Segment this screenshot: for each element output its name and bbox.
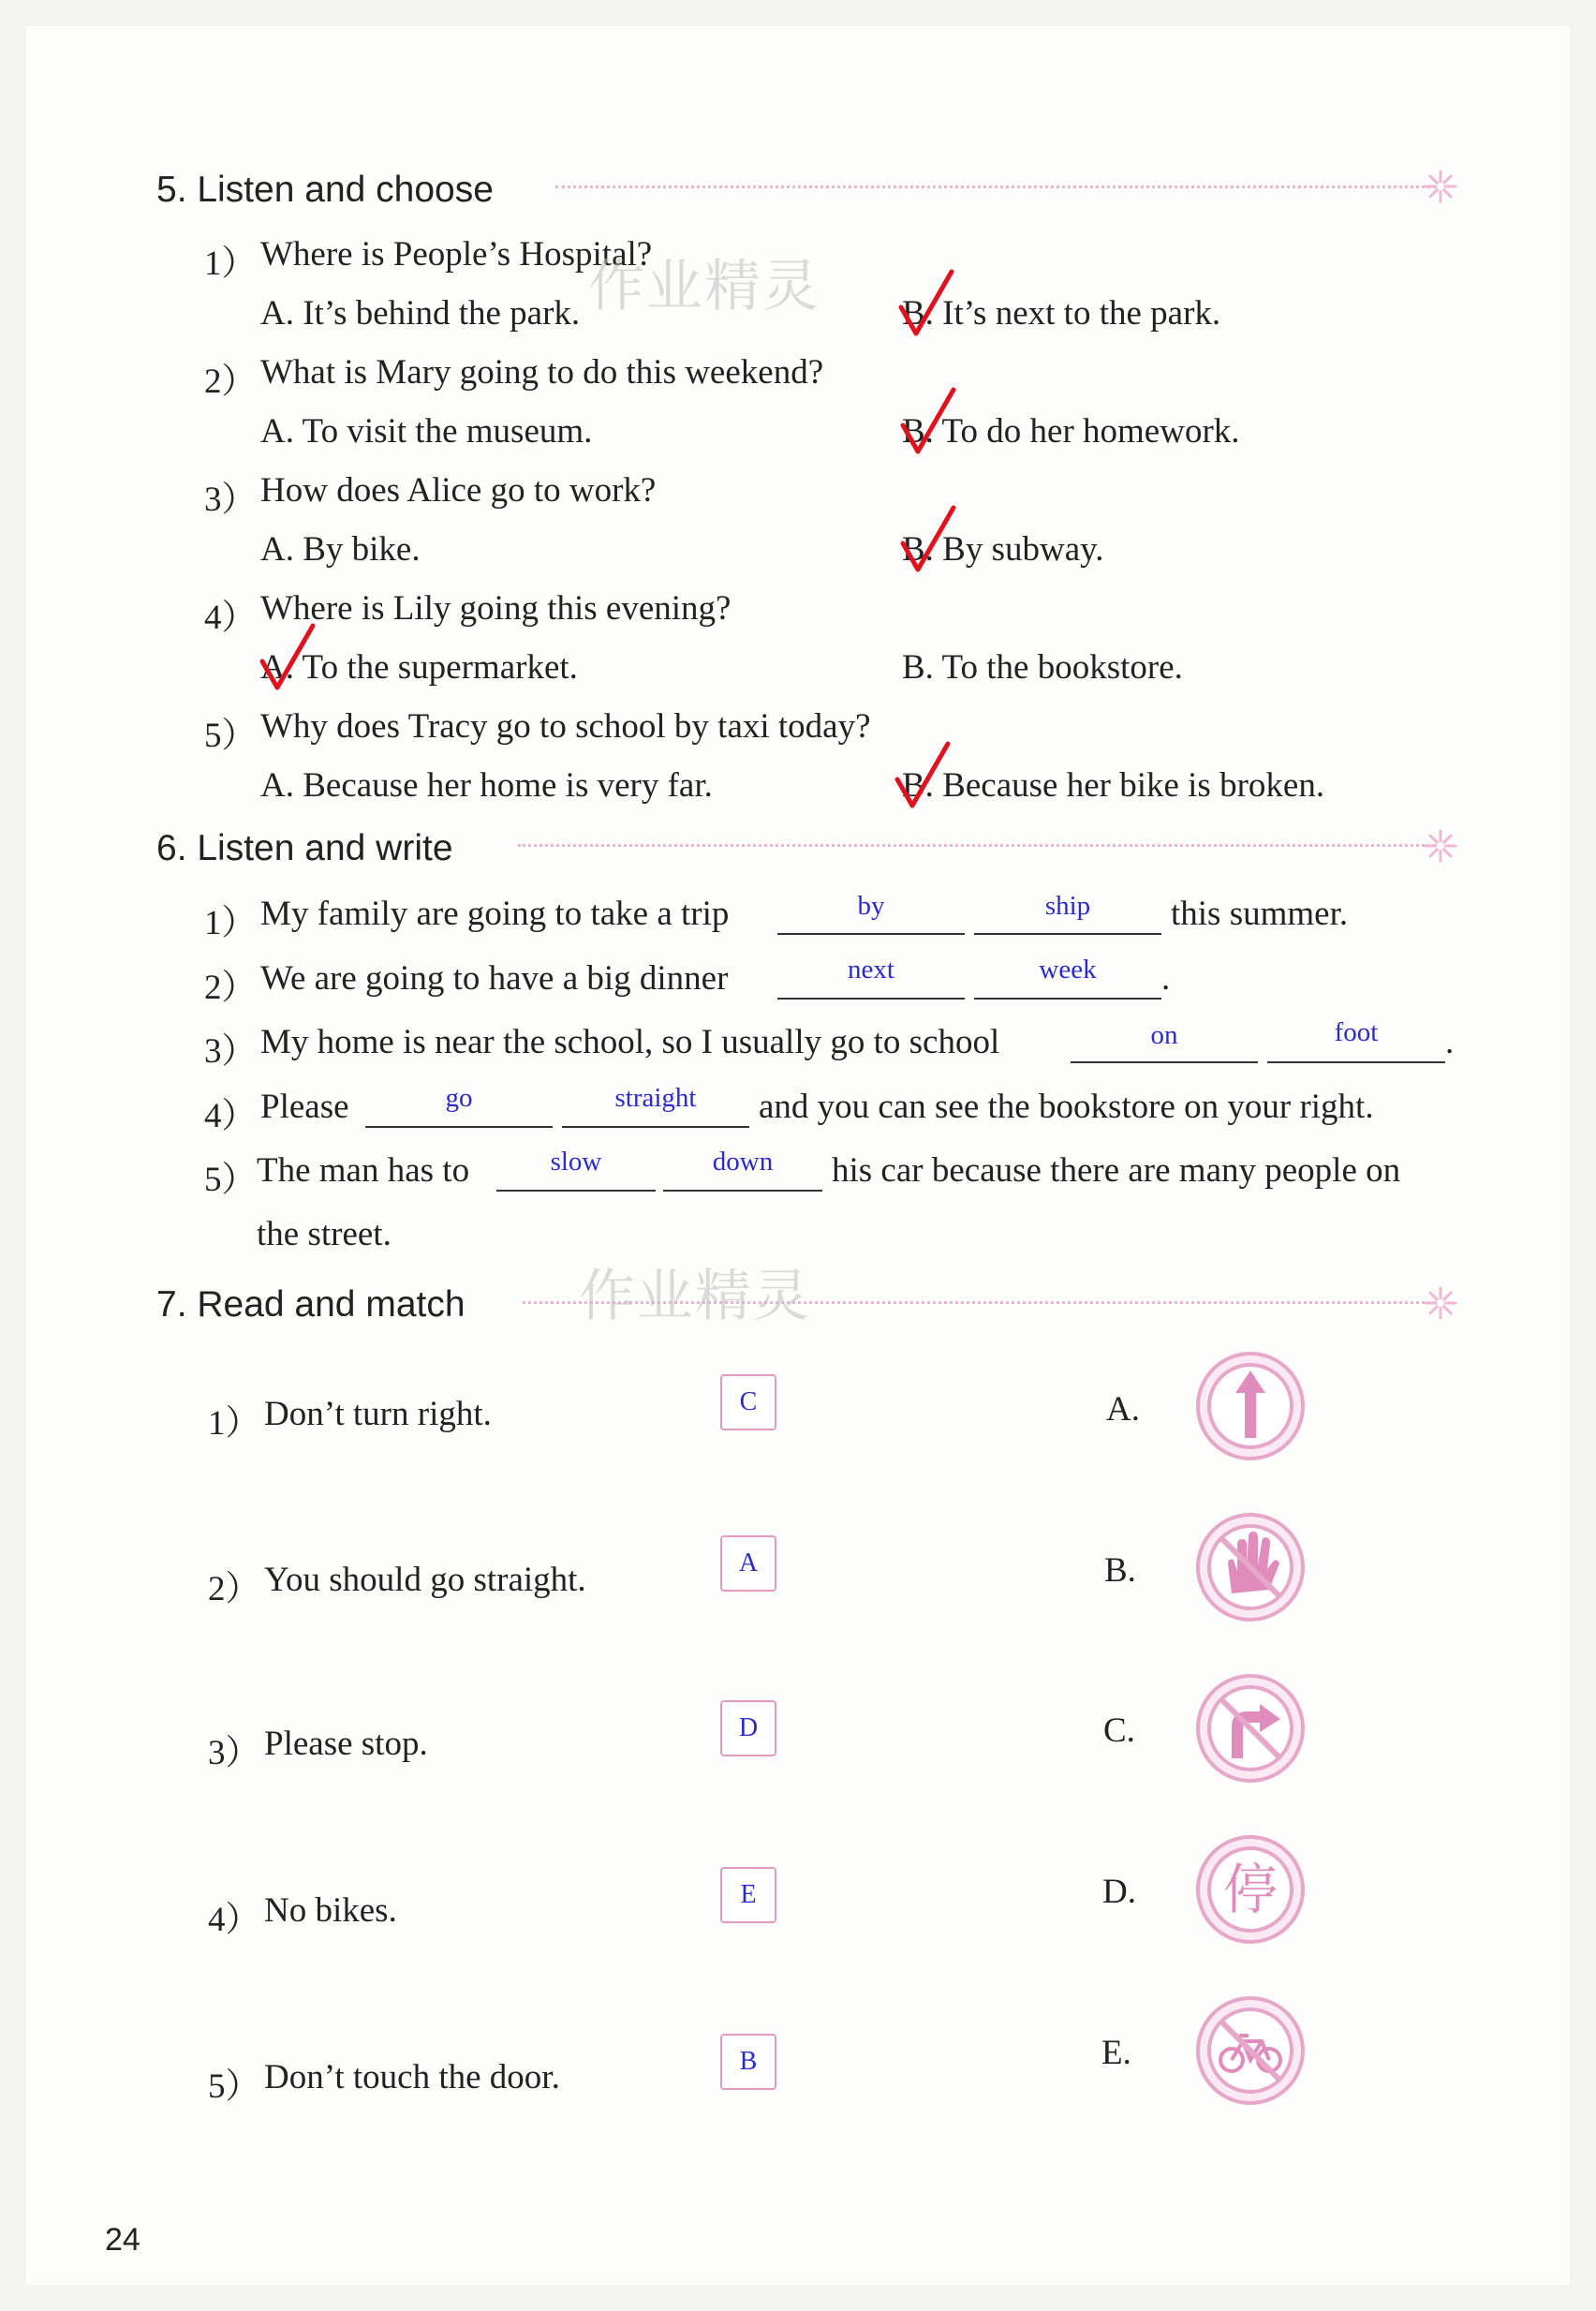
no-bikes-sign-icon [1194, 1994, 1307, 2107]
answer-blank[interactable] [365, 1126, 553, 1128]
answer-letter: E [740, 1880, 757, 1909]
flower-icon [1422, 827, 1459, 865]
go-straight-sign-icon [1194, 1350, 1307, 1462]
sentence-start: The man has to [257, 1151, 470, 1190]
checkmark-icon [899, 386, 965, 461]
item-number: 4） [208, 1901, 260, 1939]
question-text: Why does Tracy go to school by taxi today? [260, 707, 871, 746]
answer-letter: B [739, 2047, 758, 2076]
answer-box[interactable] [720, 1867, 776, 1923]
watermark: 作业精灵 [588, 254, 820, 319]
item-number: 5） [208, 2067, 260, 2106]
watermark: 作业精灵 [579, 1264, 811, 1329]
option-a[interactable]: A. It’s behind the park. [260, 294, 581, 333]
written-answer: foot [1334, 1017, 1379, 1047]
option-label: A. [1106, 1390, 1140, 1429]
question-text: How does Alice go to work? [260, 471, 657, 510]
section-5-title: 5. Listen and choose [156, 170, 494, 210]
answer-box[interactable] [720, 1700, 776, 1756]
match-text: Please stop. [264, 1725, 428, 1763]
written-answer: ship [1044, 891, 1091, 921]
no-touch-sign-icon [1194, 1511, 1307, 1623]
checkmark-icon [894, 740, 959, 815]
section-6-title: 6. Listen and write [156, 828, 453, 868]
item-number: 2） [204, 969, 257, 1007]
item-number: 4） [204, 1097, 257, 1135]
match-text: Don’t turn right. [264, 1395, 492, 1433]
stop-sign-glyph: 停 [1222, 1858, 1278, 1921]
question-number: 2） [204, 363, 257, 401]
question-number: 4） [204, 599, 257, 637]
item-number: 5） [204, 1161, 257, 1199]
no-right-turn-sign-icon [1194, 1672, 1307, 1785]
item-number: 2） [208, 1570, 260, 1608]
section-divider [555, 185, 1436, 188]
section-7-title: 7. Read and match [156, 1284, 466, 1325]
sentence-start: My home is near the school, so I usually go to school [260, 1023, 1000, 1061]
question-number: 5） [204, 717, 257, 755]
written-answer: straight [614, 1083, 697, 1113]
answer-blank[interactable] [1071, 1061, 1258, 1063]
written-answer: down [712, 1147, 774, 1177]
option-b[interactable]: B. To the bookstore. [902, 648, 1183, 687]
item-number: 1） [208, 1404, 260, 1443]
answer-blank[interactable] [777, 933, 965, 935]
answer-letter: D [738, 1713, 759, 1742]
written-answer: by [857, 891, 885, 921]
answer-box[interactable] [720, 1535, 776, 1592]
sentence-end: his car because there are many people on [832, 1151, 1401, 1190]
answer-letter: C [739, 1387, 758, 1416]
page-number: 24 [105, 2222, 140, 2258]
sentence-end: . [1161, 959, 1171, 998]
item-number: 1） [204, 904, 257, 942]
item-number: 3） [204, 1032, 257, 1071]
flower-icon [1422, 168, 1459, 205]
answer-box[interactable] [720, 1374, 776, 1430]
written-answer: next [848, 955, 894, 985]
sentence-end: and you can see the bookstore on your right. [759, 1088, 1374, 1126]
answer-blank[interactable] [974, 998, 1161, 1000]
option-label: E. [1101, 2034, 1131, 2072]
option-a[interactable]: A. To visit the museum. [260, 412, 593, 451]
stop-sign-icon [1194, 1833, 1307, 1946]
question-text: What is Mary going to do this weekend? [260, 353, 824, 392]
option-label: C. [1103, 1711, 1135, 1750]
written-answer: go [445, 1083, 473, 1113]
answer-blank[interactable] [562, 1126, 749, 1128]
workbook-page [26, 26, 1570, 2285]
sentence-start: My family are going to take a trip [260, 895, 730, 933]
option-a[interactable]: A. By bike. [260, 530, 421, 569]
answer-blank[interactable] [663, 1190, 822, 1192]
option-b[interactable]: B. To do her homework. [902, 412, 1240, 451]
option-label: D. [1102, 1873, 1136, 1911]
answer-blank[interactable] [496, 1190, 656, 1192]
question-text: Where is Lily going this evening? [260, 589, 732, 628]
option-b[interactable]: B. Because her bike is broken. [902, 766, 1325, 805]
sentence-start: We are going to have a big dinner [260, 959, 729, 998]
sentence-end: . [1445, 1023, 1455, 1061]
answer-blank[interactable] [1267, 1061, 1445, 1063]
sentence-end: this summer. [1171, 895, 1349, 933]
option-a[interactable]: A. Because her home is very far. [260, 766, 713, 805]
option-a[interactable]: A. To the supermarket. [260, 648, 578, 687]
option-b[interactable]: B. It’s next to the park. [902, 294, 1221, 333]
item-number: 3） [208, 1734, 260, 1772]
question-text: Where is People’s Hospital? [260, 235, 653, 274]
match-text: No bikes. [264, 1891, 397, 1930]
sentence-start: Please [260, 1088, 349, 1126]
sentence-continued: the street. [257, 1215, 392, 1253]
question-number: 1） [204, 244, 257, 283]
flower-icon [1422, 1284, 1459, 1322]
option-b[interactable]: B. By subway. [902, 530, 1104, 569]
written-answer: slow [550, 1147, 602, 1177]
question-number: 3） [204, 481, 257, 519]
written-answer: week [1039, 955, 1097, 985]
section-divider [518, 844, 1436, 847]
answer-letter: A [738, 1548, 759, 1578]
answer-blank[interactable] [974, 933, 1161, 935]
match-text: You should go straight. [264, 1561, 586, 1599]
match-text: Don’t touch the door. [264, 2058, 560, 2096]
option-label: B. [1104, 1551, 1136, 1590]
checkmark-icon [259, 622, 324, 697]
written-answer: on [1150, 1020, 1178, 1050]
checkmark-icon [897, 268, 963, 343]
checkmark-icon [899, 504, 965, 579]
answer-blank[interactable] [777, 998, 965, 1000]
answer-box[interactable] [720, 2034, 776, 2090]
